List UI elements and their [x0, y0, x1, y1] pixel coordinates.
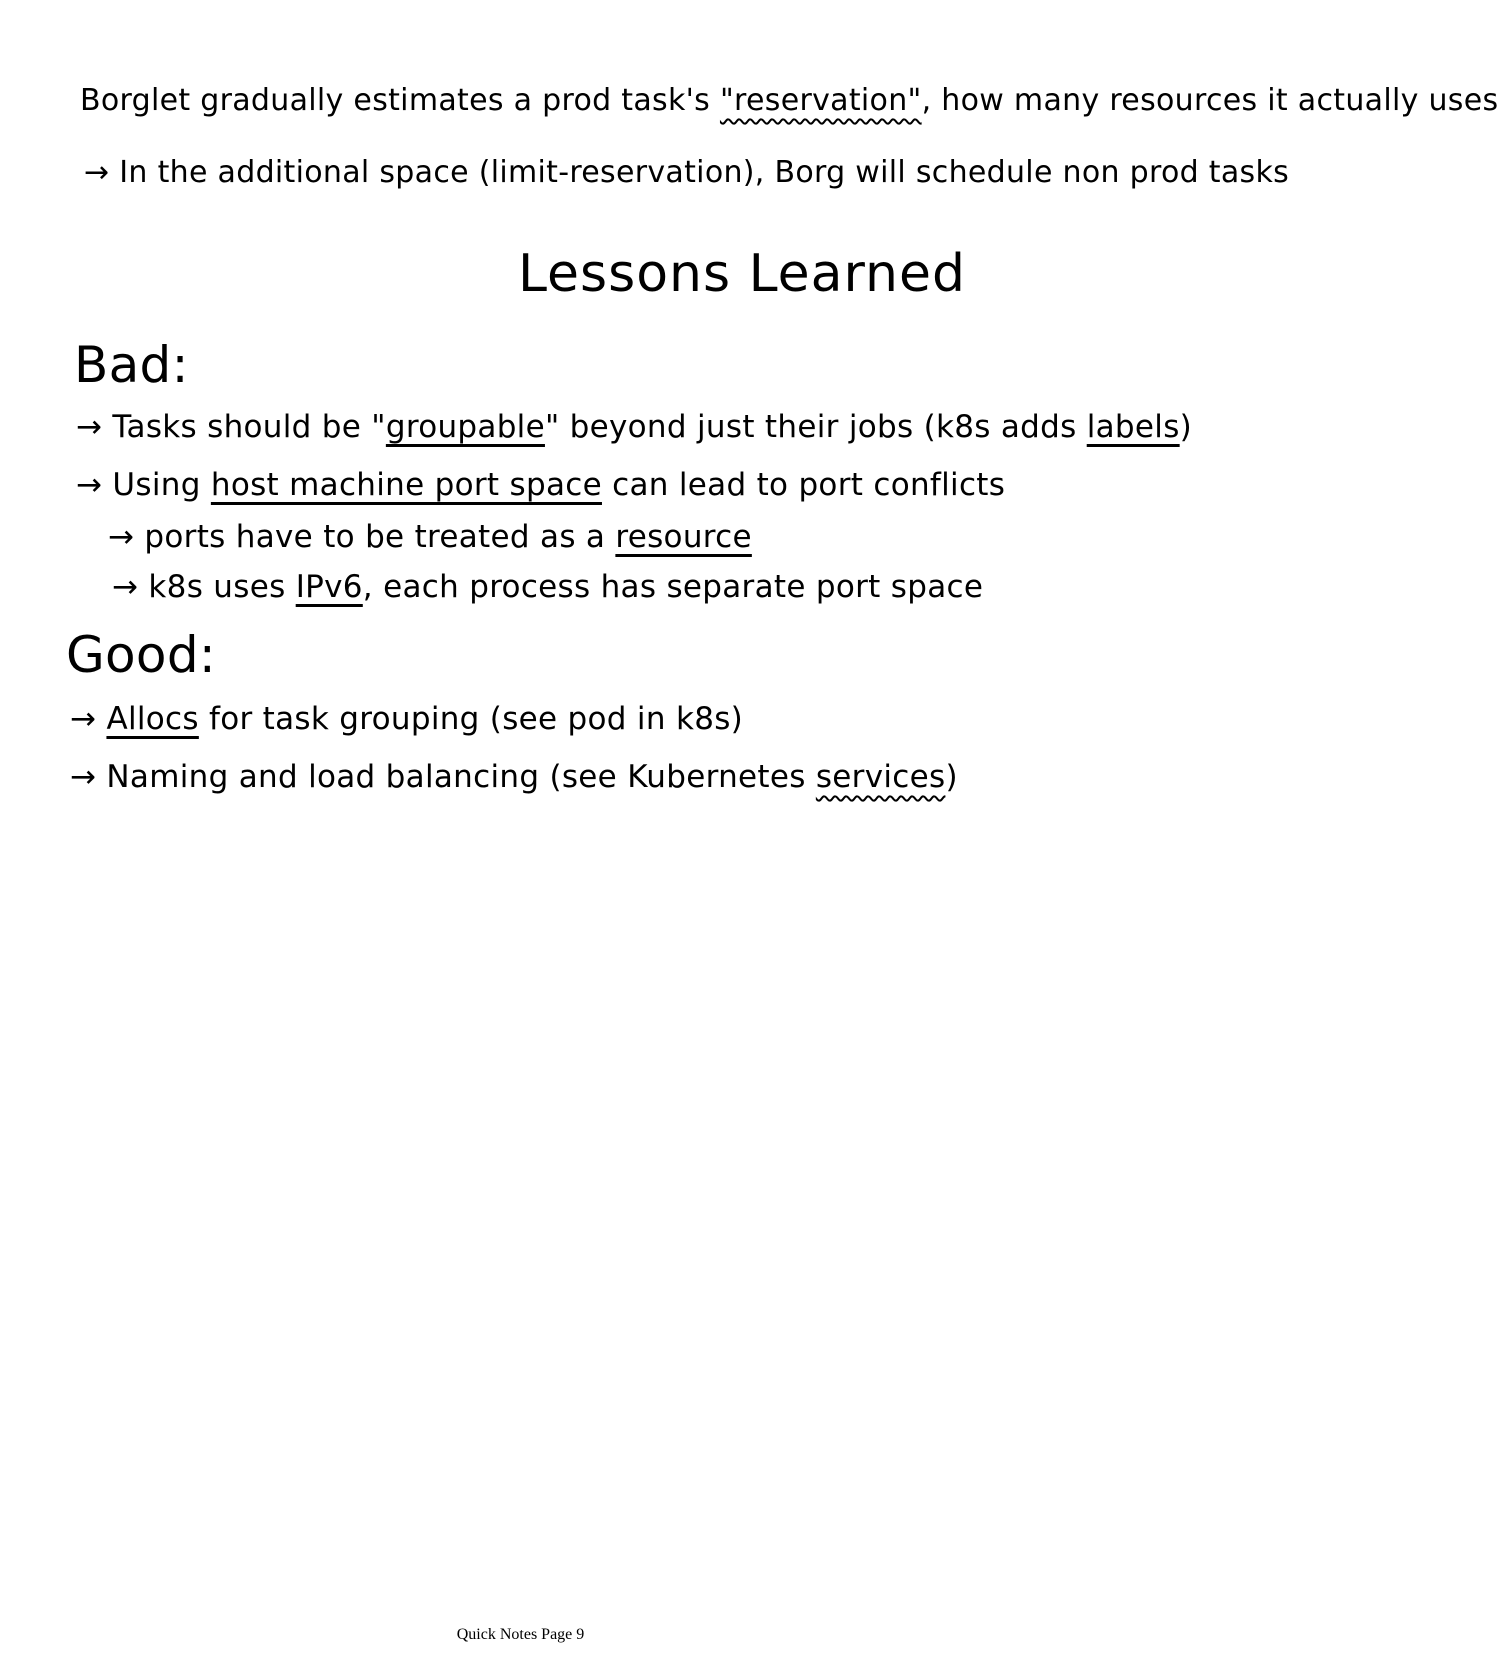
- resource-term: resource: [615, 519, 752, 555]
- good-heading: [66, 626, 217, 684]
- ipv6-term: IPv6: [295, 569, 363, 605]
- intro-line-1-after: , how many resources it actually uses: [921, 83, 1498, 118]
- host-machine-port-space-term: host machine port space: [210, 467, 602, 503]
- bad-subitem-2: [112, 569, 984, 605]
- good-item-2-after: ): [945, 759, 958, 795]
- bad-item-2: [76, 467, 1006, 503]
- intro-line-1: [80, 83, 1498, 118]
- bad-item-1: [76, 409, 1193, 445]
- bad-subitem-2-after: , each process has separate port space: [362, 569, 984, 605]
- groupable-term: groupable: [385, 409, 545, 445]
- bad-subitem-2-before: → k8s uses: [112, 569, 296, 605]
- reservation-term: "reservation": [719, 83, 922, 118]
- intro-line-2-text: → In the additional space (limit-reservation), Borg will schedule non prod tasks: [84, 155, 1290, 190]
- good-item-1: [70, 701, 744, 737]
- intro-line-2: [84, 155, 1290, 190]
- bad-item-2-after: can lead to port conflicts: [601, 467, 1006, 503]
- bad-heading-text: Bad:: [74, 336, 189, 394]
- section-title-text: Lessons Learned: [518, 244, 966, 304]
- section-title: [518, 244, 966, 304]
- bad-item-1-after: ): [1179, 409, 1193, 445]
- good-item-1-after: for task grouping (see pod in k8s): [198, 701, 744, 737]
- bad-subitem-1: [108, 519, 752, 555]
- labels-term: labels: [1086, 409, 1180, 445]
- good-heading-text: Good:: [66, 626, 217, 684]
- good-item-1-before: →: [70, 701, 107, 737]
- footer-text: Quick Notes Page 9: [456, 1626, 585, 1643]
- intro-line-1-before: Borglet gradually estimates a prod task's: [80, 83, 720, 118]
- bad-item-2-before: → Using: [76, 467, 211, 503]
- bad-subitem-1-before: → ports have to be treated as a: [108, 519, 616, 555]
- bad-item-1-middle: " beyond just their jobs (k8s adds: [544, 409, 1087, 445]
- page-footer: [0, 1626, 1158, 1644]
- allocs-term: Allocs: [106, 701, 199, 737]
- good-item-2-before: → Naming and load balancing (see Kubernetes: [70, 759, 816, 795]
- bad-item-1-before: → Tasks should be ": [76, 409, 386, 445]
- services-term: services: [815, 759, 946, 795]
- bad-heading: [74, 336, 189, 394]
- good-item-2: [70, 759, 958, 795]
